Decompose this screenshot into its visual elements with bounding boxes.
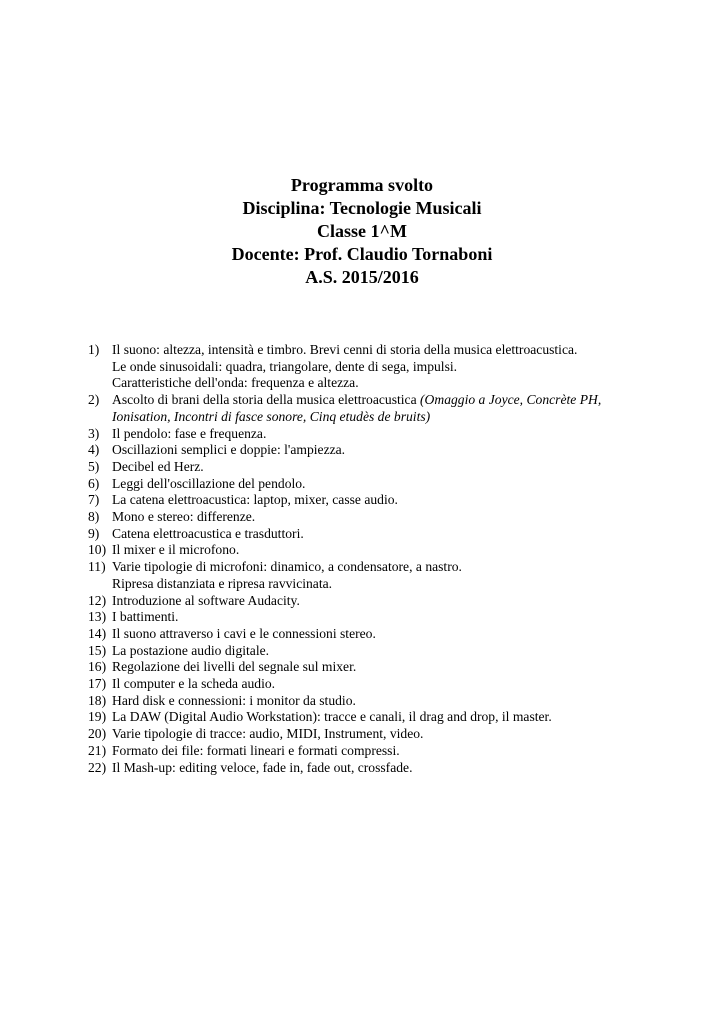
item-line: Il suono: altezza, intensità e timbro. Brevi cenni di storia della musica elettroacustica. (112, 342, 578, 357)
item-line: Formato dei file: formati lineari e formati compressi. (112, 742, 400, 758)
item-line: Hard disk e connessioni: i monitor da studio. (112, 692, 356, 708)
list-item (88, 626, 688, 643)
list-item (88, 492, 688, 509)
item-line: Decibel ed Herz. (112, 458, 204, 474)
item-text (112, 693, 688, 710)
list-item (88, 426, 688, 443)
item-text (112, 542, 688, 559)
item-text (112, 492, 688, 509)
list-item (88, 760, 688, 777)
item-line: Regolazione dei livelli del segnale sul mixer. (112, 659, 357, 675)
item-number: 8) (88, 509, 100, 525)
list-item (88, 542, 688, 559)
item-line: Caratteristiche dell'onda: frequenza e altezza. (112, 375, 359, 391)
item-number: 12) (88, 592, 107, 608)
item-number: 20) (88, 726, 107, 742)
teacher-heading: Docente: Prof. Claudio Tornaboni (231, 244, 493, 264)
item-text (112, 392, 688, 425)
list-item (88, 593, 688, 610)
list-item (88, 392, 688, 425)
list-item (88, 609, 688, 626)
item-number: 1) (88, 342, 100, 357)
item-plain-text: Ascolto di brani della storia della musica elettroacustica (112, 392, 421, 408)
list-item (88, 726, 688, 743)
item-line: Il Mash-up: editing veloce, fade in, fade out, crossfade. (112, 759, 413, 775)
item-number: 13) (88, 609, 107, 625)
item-line: Varie tipologie di tracce: audio, MIDI, Instrument, video. (112, 726, 424, 742)
item-number: 22) (88, 759, 107, 775)
item-number: 6) (88, 475, 100, 491)
item-line (112, 392, 688, 409)
item-text (112, 643, 688, 660)
class-heading: Classe 1^M (317, 221, 407, 241)
item-number: 11) (88, 559, 106, 575)
item-number: 2) (88, 392, 100, 408)
item-line: Varie tipologie di microfoni: dinamico, a condensatore, a nastro. (112, 559, 462, 575)
item-line: Leggi dell'oscillazione del pendolo. (112, 475, 306, 491)
item-text (112, 626, 688, 643)
item-text (112, 709, 688, 726)
list-item (88, 743, 688, 760)
item-line: La postazione audio digitale. (112, 642, 270, 658)
item-line: I battimenti. (112, 609, 179, 625)
item-line: Catena elettroacustica e trasduttori. (112, 525, 304, 541)
item-number: 4) (88, 442, 100, 458)
school-year-heading: A.S. 2015/2016 (305, 267, 419, 287)
item-text (112, 760, 688, 777)
item-line: Oscillazioni semplici e doppie: l'ampiezza. (112, 442, 346, 458)
item-text (112, 559, 688, 592)
item-line: La catena elettroacustica: laptop, mixer, casse audio. (112, 492, 398, 508)
item-text (112, 509, 688, 526)
item-number: 16) (88, 659, 107, 675)
list-item (88, 526, 688, 543)
program-topics-list (88, 342, 688, 776)
list-item (88, 676, 688, 693)
item-text (112, 342, 688, 392)
list-item (88, 342, 688, 392)
list-item (88, 509, 688, 526)
item-line: La DAW (Digital Audio Workstation): tracce e canali, il drag and drop, il master. (112, 709, 552, 725)
document-title: Programma svolto (290, 175, 434, 195)
list-item (88, 693, 688, 710)
item-line: Il computer e la scheda audio. (112, 676, 276, 692)
item-text (112, 426, 688, 443)
item-text (112, 442, 688, 459)
discipline-heading: Disciplina: Tecnologie Musicali (242, 198, 482, 218)
item-number: 14) (88, 625, 107, 641)
item-text (112, 476, 688, 493)
item-text (112, 609, 688, 626)
item-line: Il mixer e il microfono. (112, 542, 240, 558)
item-number: 21) (88, 742, 107, 758)
item-number: 17) (88, 676, 107, 692)
item-number: 3) (88, 425, 100, 441)
item-line: Ripresa distanziata e ripresa ravvicinata. (112, 575, 333, 591)
item-number: 9) (88, 525, 100, 541)
list-item (88, 476, 688, 493)
item-number: 18) (88, 692, 107, 708)
list-item (88, 643, 688, 660)
list-item (88, 459, 688, 476)
item-italic-line: Ionisation, Incontri di fasce sonore, Cinq etudès de bruits) (112, 408, 431, 424)
item-number: 10) (88, 542, 107, 558)
item-number: 15) (88, 642, 107, 658)
list-item (88, 659, 688, 676)
item-line: Introduzione al software Audacity. (112, 592, 300, 608)
item-text (112, 676, 688, 693)
item-line: Le onde sinusoidali: quadra, triangolare, dente di sega, impulsi. (112, 358, 458, 374)
item-text (112, 743, 688, 760)
item-text (112, 726, 688, 743)
item-line: Mono e stereo: differenze. (112, 509, 256, 525)
item-text (112, 659, 688, 676)
item-line: Il suono attraverso i cavi e le connessioni stereo. (112, 625, 376, 641)
item-number: 7) (88, 492, 100, 508)
list-item (88, 709, 688, 726)
item-line: Il pendolo: fase e frequenza. (112, 425, 267, 441)
item-text (112, 593, 688, 610)
item-text (112, 459, 688, 476)
document-header (0, 174, 724, 289)
item-number: 5) (88, 458, 100, 474)
list-item (88, 442, 688, 459)
list-item (88, 559, 688, 592)
item-italic-text: (Omaggio a Joyce, Concrète PH, (420, 392, 602, 408)
item-number: 19) (88, 709, 107, 725)
item-text (112, 526, 688, 543)
